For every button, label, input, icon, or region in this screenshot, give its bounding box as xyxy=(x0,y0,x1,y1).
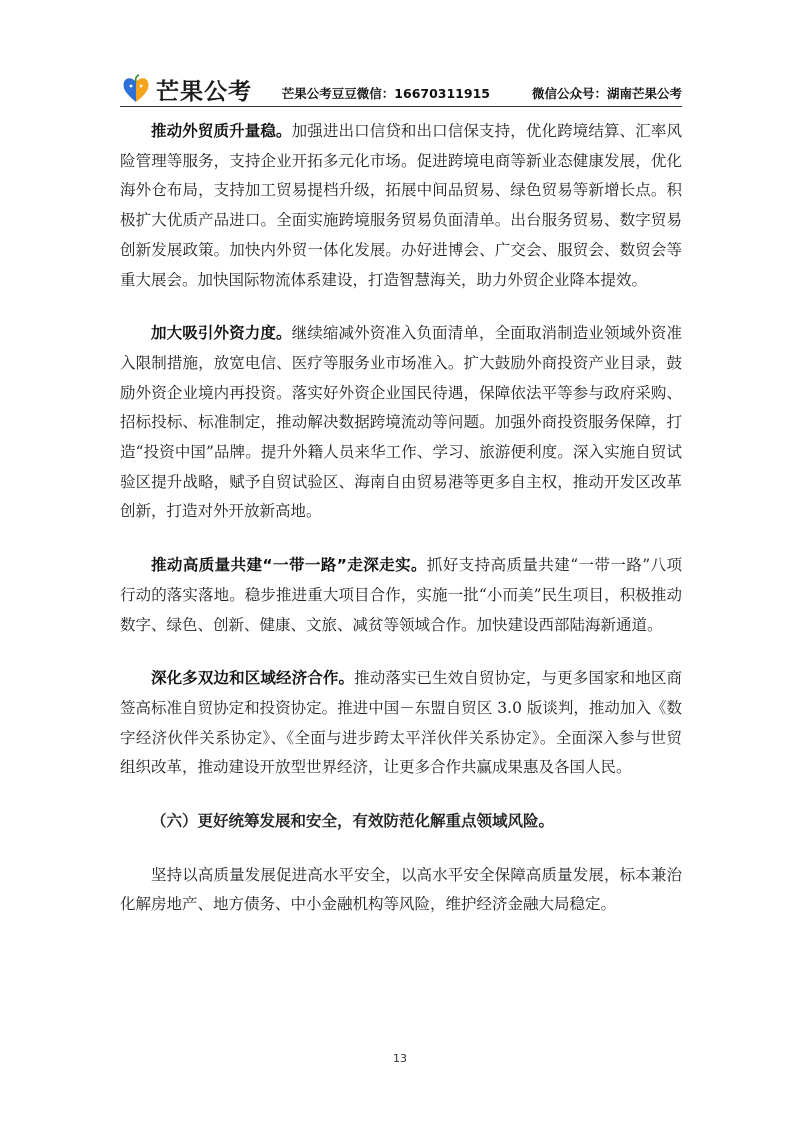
wechat-contact: 芒果公考豆豆微信：16670311915 xyxy=(281,86,490,101)
paragraph-body: 加强进出口信贷和出口信保支持，优化跨境结算、汇率风险管理等服务，支持企业开拓多元化市场。促进跨境电商等新业态健康发展，优化海外仓布局，支持加工贸易提档升级，拓展中间品贸易、绿色贸易等新增长点。积极扩大优质产品进口。全面实施跨境服务贸易负面清单。出台服务贸易、数字贸易创新发展政策。加快内外贸一体化发展。办好进博会、广交会、服贸会、数贸会等重大展会。加快国际物流体系建设，打造智慧海关，助力外贸企业降本提效。 xyxy=(120,122,682,289)
brand-logo xyxy=(120,74,252,104)
logo-text: 芒果公考 xyxy=(156,78,252,105)
paragraph-lead: 深化多双边和区域经济合作。 xyxy=(151,669,355,688)
page-number: 13 xyxy=(393,1052,407,1065)
paragraph-body: 抓好支持高质量共建“一带一路”八项行动的落实落地。稳步推进重大项目合作，实施一批“小而美”民生项目，积极推动数字、绿色、创新、健康、文旅、减贫等领域合作。加快建设西部陆海新通道。 xyxy=(120,556,682,634)
paragraph-lead: 推动高质量共建“一带一路”走深走实。 xyxy=(151,556,427,575)
paragraph-foreign-trade xyxy=(120,117,682,295)
document-body xyxy=(120,117,682,944)
paragraph-lead: 加大吸引外资力度。 xyxy=(151,324,292,343)
paragraph-body: 继续缩减外资准入负面清单，全面取消制造业领域外资准入限制措施，放宽电信、医疗等服务业市场准入。扩大鼓励外商投资产业目录，鼓励外资企业境内再投资。落实好外资企业国民待遇，保障依法平等参与政府采购、招标投标、标准制定，推动解决数据跨境流动等问题。加强外商投资服务保障，打造“投资中国”品牌。提升外籍人员来华工作、学习、旅游便利度。深入实施自贸试验区提升战略，赋予自贸试验区、海南自由贸易港等更多自主权，推动开发区改革创新，打造对外开放新高地。 xyxy=(120,324,682,521)
header-contacts xyxy=(282,84,682,102)
public-account: 微信公众号：湖南芒果公考 xyxy=(531,86,682,101)
paragraph-body: 推动落实已生效自贸协定，与更多国家和地区商签高标准自贸协定和投资协定。推进中国－东盟自贸区 3.0 版谈判，推动加入《数字经济伙伴关系协定》、《全面与进步跨太平洋伙伴关系协定》。全面深入参与世贸组织改革，推动建设开放型世界经济，让更多合作共赢成果惠及各国人民。 xyxy=(120,669,682,777)
paragraph-foreign-investment xyxy=(120,319,682,527)
page-header xyxy=(120,72,682,108)
section-heading: （六）更好统筹发展和安全，有效防范化解重点领域风险。 xyxy=(151,812,555,831)
mango-heart-logo-icon xyxy=(120,74,152,104)
paragraph-lead: 推动外贸质升量稳。 xyxy=(151,122,292,140)
paragraph-closing: 坚持以高质量发展促进高水平安全，以高水平安全保障高质量发展，标本兼治化解房地产、地方债务、中小金融机构等风险，维护经济金融大局稳定。 xyxy=(120,865,682,914)
paragraph-regional-cooperation xyxy=(120,664,682,783)
header-divider xyxy=(120,106,682,107)
paragraph-belt-and-road xyxy=(120,551,682,640)
